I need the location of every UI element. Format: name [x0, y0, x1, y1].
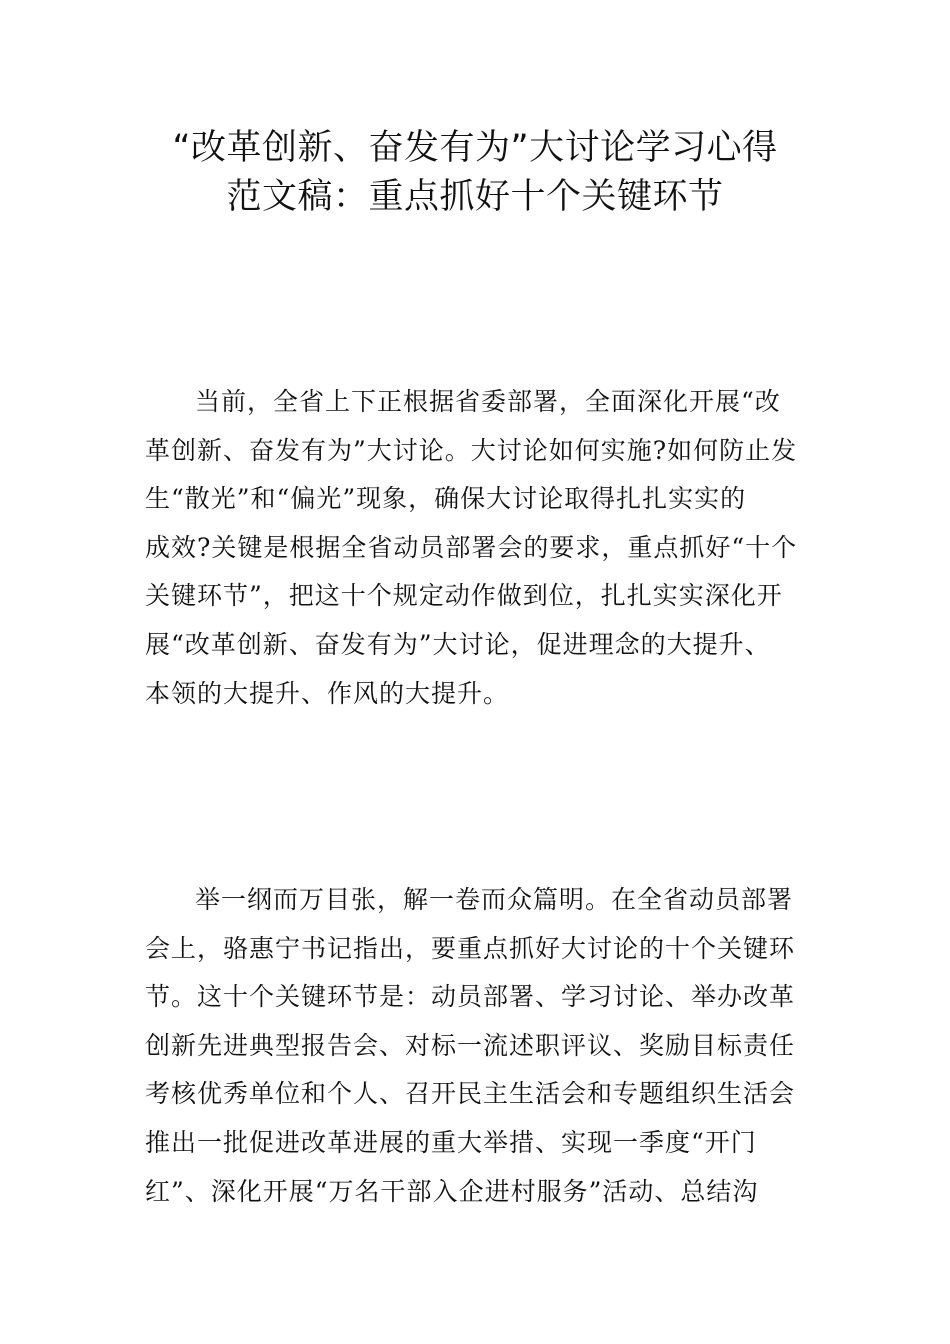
paragraph-line: 当前，全省上下正根据省委部署，全面深化开展“改 — [195, 387, 781, 416]
paragraph-line: 推出一批促进改革进展的重大举措、实现一季度“开门 — [145, 1127, 757, 1157]
paragraph-line: 成效?关键是根据全省动员部署会的要求，重点抓好“十个 — [145, 532, 798, 562]
paragraph-line: 展“改革创新、奋发有为”大讨论，促进理念的大提升、 — [145, 629, 771, 659]
paragraph-line: 革创新、奋发有为”大讨论。大讨论如何实施?如何防止发 — [145, 435, 798, 465]
paragraph-line: 关键环节”，把这十个规定动作做到位，扎扎实实深化开 — [145, 581, 783, 611]
paragraph-line: 节。这十个关键环节是：动员部署、学习讨论、举办改革 — [145, 982, 796, 1012]
paragraph-line: 红”、深化开展“万名干部入企进村服务”活动、总结沟 — [145, 1176, 759, 1206]
paragraph-line: 会上，骆惠宁书记指出，要重点抓好大讨论的十个关键环 — [145, 933, 796, 963]
paragraph-line: 生“散光”和“偏光”现象，确保大讨论取得扎扎实实的 — [145, 484, 747, 514]
paragraph-line: 考核优秀单位和个人、召开民主生活会和专题组织生活会 — [145, 1079, 796, 1109]
paragraph-2 — [145, 876, 810, 1216]
document-title-line-1: “改革创新、奋发有为”大讨论学习心得 — [172, 128, 778, 168]
paragraph-line: 本领的大提升、作风的大提升。 — [145, 678, 510, 708]
paragraph-1 — [145, 378, 810, 718]
paragraph-line: 创新先进典型报告会、对标一流述职评议、奖励目标责任 — [145, 1030, 796, 1060]
paragraph-line: 举一纲而万目张，解一卷而众篇明。在全省动员部署 — [195, 885, 794, 914]
document-title-line-2: 范文稿：重点抓好十个关键环节 — [226, 177, 724, 217]
